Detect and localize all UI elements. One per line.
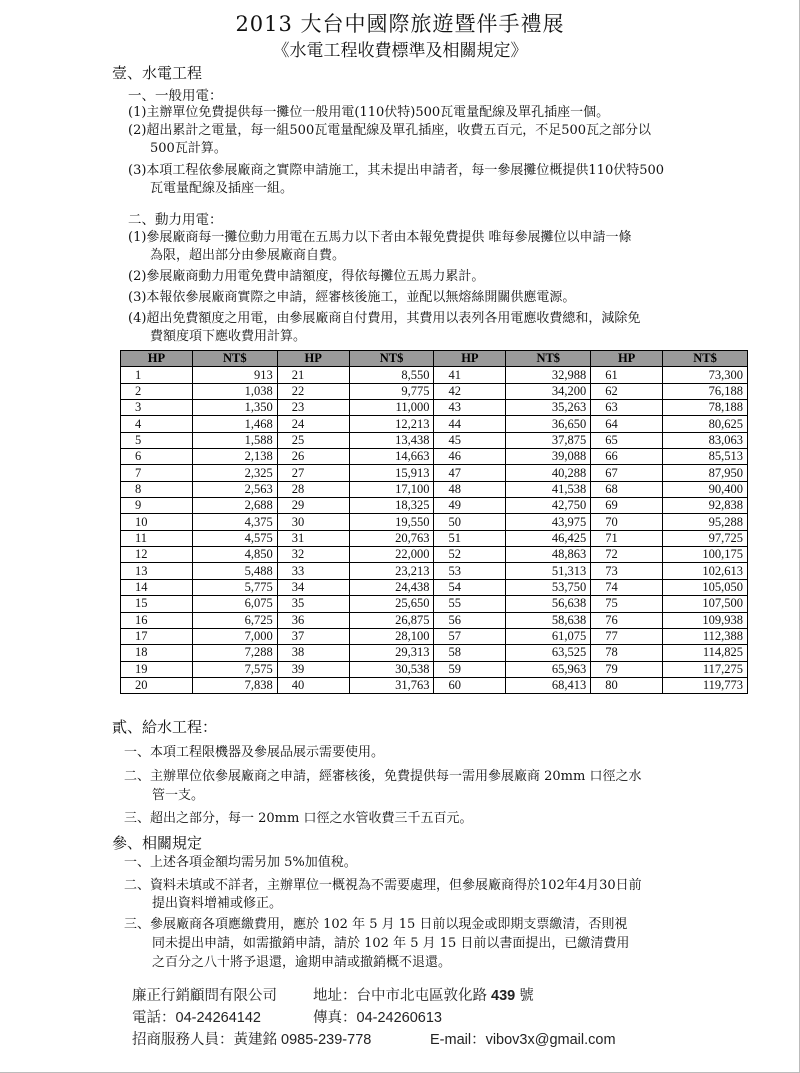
table-row	[121, 677, 748, 693]
general-item-2-line-2: 500瓦計算。	[150, 141, 227, 156]
fee-cell: 13,438	[349, 432, 434, 448]
hp-cell: 53	[434, 563, 506, 579]
rules-item-3-line-2: 同未提出申請，如需撤銷申請，請於 102 年 5 月 15 日前以書面提出，已繳清費用	[152, 936, 630, 951]
hp-cell: 12	[121, 547, 193, 563]
hp-cell: 65	[591, 432, 663, 448]
table-row	[121, 579, 748, 595]
fee-cell: 12,213	[349, 416, 434, 432]
fee-cell: 95,288	[663, 514, 748, 530]
hp-cell: 73	[591, 563, 663, 579]
fee-cell: 2,138	[192, 449, 277, 465]
fee-cell: 24,438	[349, 579, 434, 595]
fee-cell: 1,038	[192, 383, 277, 399]
general-item-3-line-1: (3)本項工程依參展廠商之實際申請施工，其未提出申請者，每一參展攤位概提供110伏特500	[128, 163, 665, 178]
general-item-2-line-1: (2)超出累計之電量，每一組500瓦電量配線及單孔插座，收費五百元，不足500瓦之部分以	[128, 123, 652, 138]
hp-cell: 67	[591, 465, 663, 481]
fee-cell: 107,500	[663, 596, 748, 612]
hp-cell: 17	[121, 628, 193, 644]
document-title: 2013 大台中國際旅遊暨伴手禮展	[235, 12, 565, 36]
fee-cell: 6,725	[192, 612, 277, 628]
fee-cell: 34,200	[506, 383, 591, 399]
fee-cell: 7,575	[192, 661, 277, 677]
fee-cell: 56,638	[506, 596, 591, 612]
fee-cell: 65,963	[506, 661, 591, 677]
table-row	[121, 596, 748, 612]
footer-phone: 電話：04-24264142	[132, 1010, 261, 1026]
fee-cell: 1,588	[192, 432, 277, 448]
table-row	[121, 465, 748, 481]
hp-cell: 68	[591, 481, 663, 497]
hp-cell: 43	[434, 400, 506, 416]
fee-cell: 76,188	[663, 383, 748, 399]
hp-cell: 64	[591, 416, 663, 432]
fee-cell: 109,938	[663, 612, 748, 628]
hp-cell: 21	[277, 367, 349, 383]
fee-cell: 63,525	[506, 645, 591, 661]
fee-cell: 22,000	[349, 547, 434, 563]
hp-cell: 44	[434, 416, 506, 432]
general-item-1: (1)主辦單位免費提供每一攤位一般用電(110伏特)500瓦電量配線及單孔插座一個。	[128, 105, 610, 120]
table-row	[121, 367, 748, 383]
power-item-1-line-1: (1)參展廠商每一攤位動力用電在五馬力以下者由本報免費提供 唯每參展攤位以申請一條	[128, 230, 632, 245]
fee-cell: 32,988	[506, 367, 591, 383]
hp-cell: 48	[434, 481, 506, 497]
table-row	[121, 530, 748, 546]
fee-cell: 80,625	[663, 416, 748, 432]
hp-cell: 14	[121, 579, 193, 595]
footer-fax: 傳真：04-24260613	[313, 1010, 442, 1026]
table-row	[121, 481, 748, 497]
hp-cell: 54	[434, 579, 506, 595]
hp-cell: 32	[277, 547, 349, 563]
fee-cell: 68,413	[506, 677, 591, 693]
hp-cell: 29	[277, 498, 349, 514]
fee-cell: 112,388	[663, 628, 748, 644]
fee-cell: 58,638	[506, 612, 591, 628]
power-item-4-line-2: 費額度項下應收費用計算。	[150, 329, 307, 344]
hp-cell: 27	[277, 465, 349, 481]
table-row	[121, 383, 748, 399]
table-row	[121, 612, 748, 628]
column-header-ntd: NT$	[663, 351, 748, 367]
hp-cell: 72	[591, 547, 663, 563]
hp-cell: 7	[121, 465, 193, 481]
water-item-2-line-2: 管一支。	[152, 788, 205, 803]
fee-table	[120, 350, 748, 694]
fee-cell: 39,088	[506, 449, 591, 465]
fee-cell: 25,650	[349, 596, 434, 612]
hp-cell: 71	[591, 530, 663, 546]
column-header-hp: HP	[277, 351, 349, 367]
fee-cell: 73,300	[663, 367, 748, 383]
hp-cell: 76	[591, 612, 663, 628]
footer-address-label: 地址：台中市北屯區敦化路	[313, 988, 487, 1004]
fee-cell: 97,725	[663, 530, 748, 546]
hp-cell: 66	[591, 449, 663, 465]
power-item-1-line-2: 為限，超出部分由參展廠商自費。	[150, 248, 346, 263]
hp-cell: 31	[277, 530, 349, 546]
hp-cell: 46	[434, 449, 506, 465]
hp-cell: 5	[121, 432, 193, 448]
hp-cell: 57	[434, 628, 506, 644]
column-header-ntd: NT$	[349, 351, 434, 367]
fee-cell: 2,563	[192, 481, 277, 497]
hp-cell: 24	[277, 416, 349, 432]
hp-cell: 69	[591, 498, 663, 514]
fee-cell: 61,075	[506, 628, 591, 644]
table-row	[121, 514, 748, 530]
footer-company: 廉正行銷顧問有限公司	[132, 988, 277, 1004]
hp-cell: 80	[591, 677, 663, 693]
hp-cell: 40	[277, 677, 349, 693]
general-power-heading: 一、一般用電：	[128, 88, 223, 104]
hp-cell: 18	[121, 645, 193, 661]
column-header-ntd: NT$	[506, 351, 591, 367]
fee-cell: 4,575	[192, 530, 277, 546]
fee-cell: 8,550	[349, 367, 434, 383]
column-header-hp: HP	[591, 351, 663, 367]
fee-cell: 913	[192, 367, 277, 383]
hp-cell: 4	[121, 416, 193, 432]
fee-cell: 78,188	[663, 400, 748, 416]
hp-cell: 37	[277, 628, 349, 644]
fee-cell: 1,350	[192, 400, 277, 416]
fee-cell: 29,313	[349, 645, 434, 661]
fee-cell: 87,950	[663, 465, 748, 481]
table-row	[121, 498, 748, 514]
water-item-2-line-1: 二、主辦單位依參展廠商之申請，經審核後，免費提供每一需用參展廠商 20mm 口徑之水	[124, 769, 642, 784]
hp-cell: 77	[591, 628, 663, 644]
hp-cell: 20	[121, 677, 193, 693]
table-row	[121, 416, 748, 432]
fee-cell: 9,775	[349, 383, 434, 399]
hp-cell: 11	[121, 530, 193, 546]
section-2-heading: 貳、給水工程：	[112, 718, 218, 736]
hp-cell: 41	[434, 367, 506, 383]
fee-cell: 90,400	[663, 481, 748, 497]
hp-cell: 6	[121, 449, 193, 465]
hp-cell: 35	[277, 596, 349, 612]
hp-cell: 1	[121, 367, 193, 383]
hp-cell: 70	[591, 514, 663, 530]
fee-cell: 48,863	[506, 547, 591, 563]
hp-cell: 52	[434, 547, 506, 563]
hp-cell: 38	[277, 645, 349, 661]
hp-cell: 16	[121, 612, 193, 628]
section-1-heading: 壹、水電工程	[112, 64, 203, 82]
hp-cell: 19	[121, 661, 193, 677]
rules-item-3-line-1: 三、參展廠商各項應繳費用，應於 102 年 5 月 15 日前以現金或即期支票繳清，否則視	[124, 917, 628, 932]
hp-cell: 28	[277, 481, 349, 497]
fee-cell: 53,750	[506, 579, 591, 595]
fee-cell: 7,000	[192, 628, 277, 644]
table-row	[121, 628, 748, 644]
hp-cell: 15	[121, 596, 193, 612]
fee-cell: 26,875	[349, 612, 434, 628]
fee-cell: 41,538	[506, 481, 591, 497]
fee-cell: 51,313	[506, 563, 591, 579]
footer-email[interactable]: E-mail：vibov3x@gmail.com	[430, 1032, 616, 1048]
rules-item-3-line-3: 之百分之八十將予退還，逾期申請或撤銷概不退還。	[152, 955, 452, 970]
fee-cell: 11,000	[349, 400, 434, 416]
fee-cell: 1,468	[192, 416, 277, 432]
table-row	[121, 563, 748, 579]
hp-cell: 56	[434, 612, 506, 628]
fee-cell: 19,550	[349, 514, 434, 530]
hp-cell: 36	[277, 612, 349, 628]
fee-cell: 5,775	[192, 579, 277, 595]
fee-cell: 37,875	[506, 432, 591, 448]
fee-cell: 2,688	[192, 498, 277, 514]
rules-item-2-line-2: 提出資料增補或修正。	[152, 896, 283, 911]
fee-cell: 14,663	[349, 449, 434, 465]
rules-item-2-line-1: 二、資料未填或不詳者，主辦單位一概視為不需要處理，但參展廠商得於102年4月30日前	[124, 878, 642, 893]
general-item-3-line-2: 瓦電量配線及插座一組。	[150, 181, 294, 196]
fee-cell: 119,773	[663, 677, 748, 693]
power-item-3: (3)本報依參展廠商實際之申請，經審核後施工，並配以無熔絲開關供應電源。	[128, 290, 576, 305]
column-header-hp: HP	[121, 351, 193, 367]
fee-cell: 18,325	[349, 498, 434, 514]
document-subtitle: 《水電工程收費標準及相關規定》	[272, 41, 528, 61]
hp-cell: 60	[434, 677, 506, 693]
hp-cell: 49	[434, 498, 506, 514]
fee-cell: 83,063	[663, 432, 748, 448]
hp-cell: 51	[434, 530, 506, 546]
fee-cell: 114,825	[663, 645, 748, 661]
footer-contact: 招商服務人員：黃建銘 0985-239-778	[132, 1032, 372, 1048]
water-item-1: 一、本項工程限機器及參展品展示需要使用。	[124, 745, 385, 760]
table-row	[121, 645, 748, 661]
hp-cell: 59	[434, 661, 506, 677]
hp-cell: 62	[591, 383, 663, 399]
fee-cell: 20,763	[349, 530, 434, 546]
fee-cell: 85,513	[663, 449, 748, 465]
fee-cell: 28,100	[349, 628, 434, 644]
hp-cell: 50	[434, 514, 506, 530]
fee-cell: 105,050	[663, 579, 748, 595]
column-header-hp: HP	[434, 351, 506, 367]
fee-cell: 2,325	[192, 465, 277, 481]
table-row	[121, 547, 748, 563]
fee-table-header-row	[121, 351, 748, 367]
power-item-2: (2)參展廠商動力用電免費申請額度，得依每攤位五馬力累計。	[128, 269, 485, 284]
hp-cell: 63	[591, 400, 663, 416]
hp-cell: 39	[277, 661, 349, 677]
hp-cell: 9	[121, 498, 193, 514]
hp-cell: 23	[277, 400, 349, 416]
hp-cell: 8	[121, 481, 193, 497]
rules-item-1: 一、上述各項金額均需另加 5%加值稅。	[124, 855, 357, 870]
hp-cell: 3	[121, 400, 193, 416]
fee-cell: 6,075	[192, 596, 277, 612]
fee-cell: 117,275	[663, 661, 748, 677]
table-row	[121, 661, 748, 677]
hp-cell: 2	[121, 383, 193, 399]
footer-address-suffix: 號	[519, 988, 534, 1004]
hp-cell: 34	[277, 579, 349, 595]
water-item-3: 三、超出之部分，每一 20mm 口徑之水管收費三千五百元。	[124, 811, 473, 826]
hp-cell: 55	[434, 596, 506, 612]
hp-cell: 45	[434, 432, 506, 448]
fee-cell: 5,488	[192, 563, 277, 579]
fee-cell: 92,838	[663, 498, 748, 514]
fee-cell: 7,288	[192, 645, 277, 661]
fee-cell: 31,763	[349, 677, 434, 693]
hp-cell: 33	[277, 563, 349, 579]
fee-cell: 43,975	[506, 514, 591, 530]
hp-cell: 42	[434, 383, 506, 399]
footer-address	[313, 984, 534, 1005]
hp-cell: 26	[277, 449, 349, 465]
table-row	[121, 449, 748, 465]
fee-cell: 30,538	[349, 661, 434, 677]
fee-cell: 40,288	[506, 465, 591, 481]
fee-cell: 7,838	[192, 677, 277, 693]
hp-cell: 13	[121, 563, 193, 579]
fee-cell: 35,263	[506, 400, 591, 416]
hp-cell: 47	[434, 465, 506, 481]
power-item-4-line-1: (4)超出免費額度之用電，由參展廠商自付費用，其費用以表列各用電應收費總和，減除免	[128, 311, 641, 326]
footer-address-number: 439	[491, 988, 516, 1004]
hp-cell: 79	[591, 661, 663, 677]
fee-cell: 100,175	[663, 547, 748, 563]
hp-cell: 25	[277, 432, 349, 448]
fee-cell: 15,913	[349, 465, 434, 481]
fee-cell: 4,375	[192, 514, 277, 530]
hp-cell: 78	[591, 645, 663, 661]
fee-cell: 46,425	[506, 530, 591, 546]
motive-power-heading: 二、動力用電：	[128, 212, 223, 228]
column-header-ntd: NT$	[192, 351, 277, 367]
table-row	[121, 432, 748, 448]
hp-cell: 75	[591, 596, 663, 612]
table-row	[121, 400, 748, 416]
hp-cell: 58	[434, 645, 506, 661]
hp-cell: 74	[591, 579, 663, 595]
section-3-heading: 參、相關規定	[112, 834, 203, 852]
fee-cell: 17,100	[349, 481, 434, 497]
fee-cell: 102,613	[663, 563, 748, 579]
fee-cell: 23,213	[349, 563, 434, 579]
fee-cell: 42,750	[506, 498, 591, 514]
hp-cell: 10	[121, 514, 193, 530]
fee-cell: 4,850	[192, 547, 277, 563]
fee-cell: 36,650	[506, 416, 591, 432]
hp-cell: 30	[277, 514, 349, 530]
hp-cell: 22	[277, 383, 349, 399]
hp-cell: 61	[591, 367, 663, 383]
